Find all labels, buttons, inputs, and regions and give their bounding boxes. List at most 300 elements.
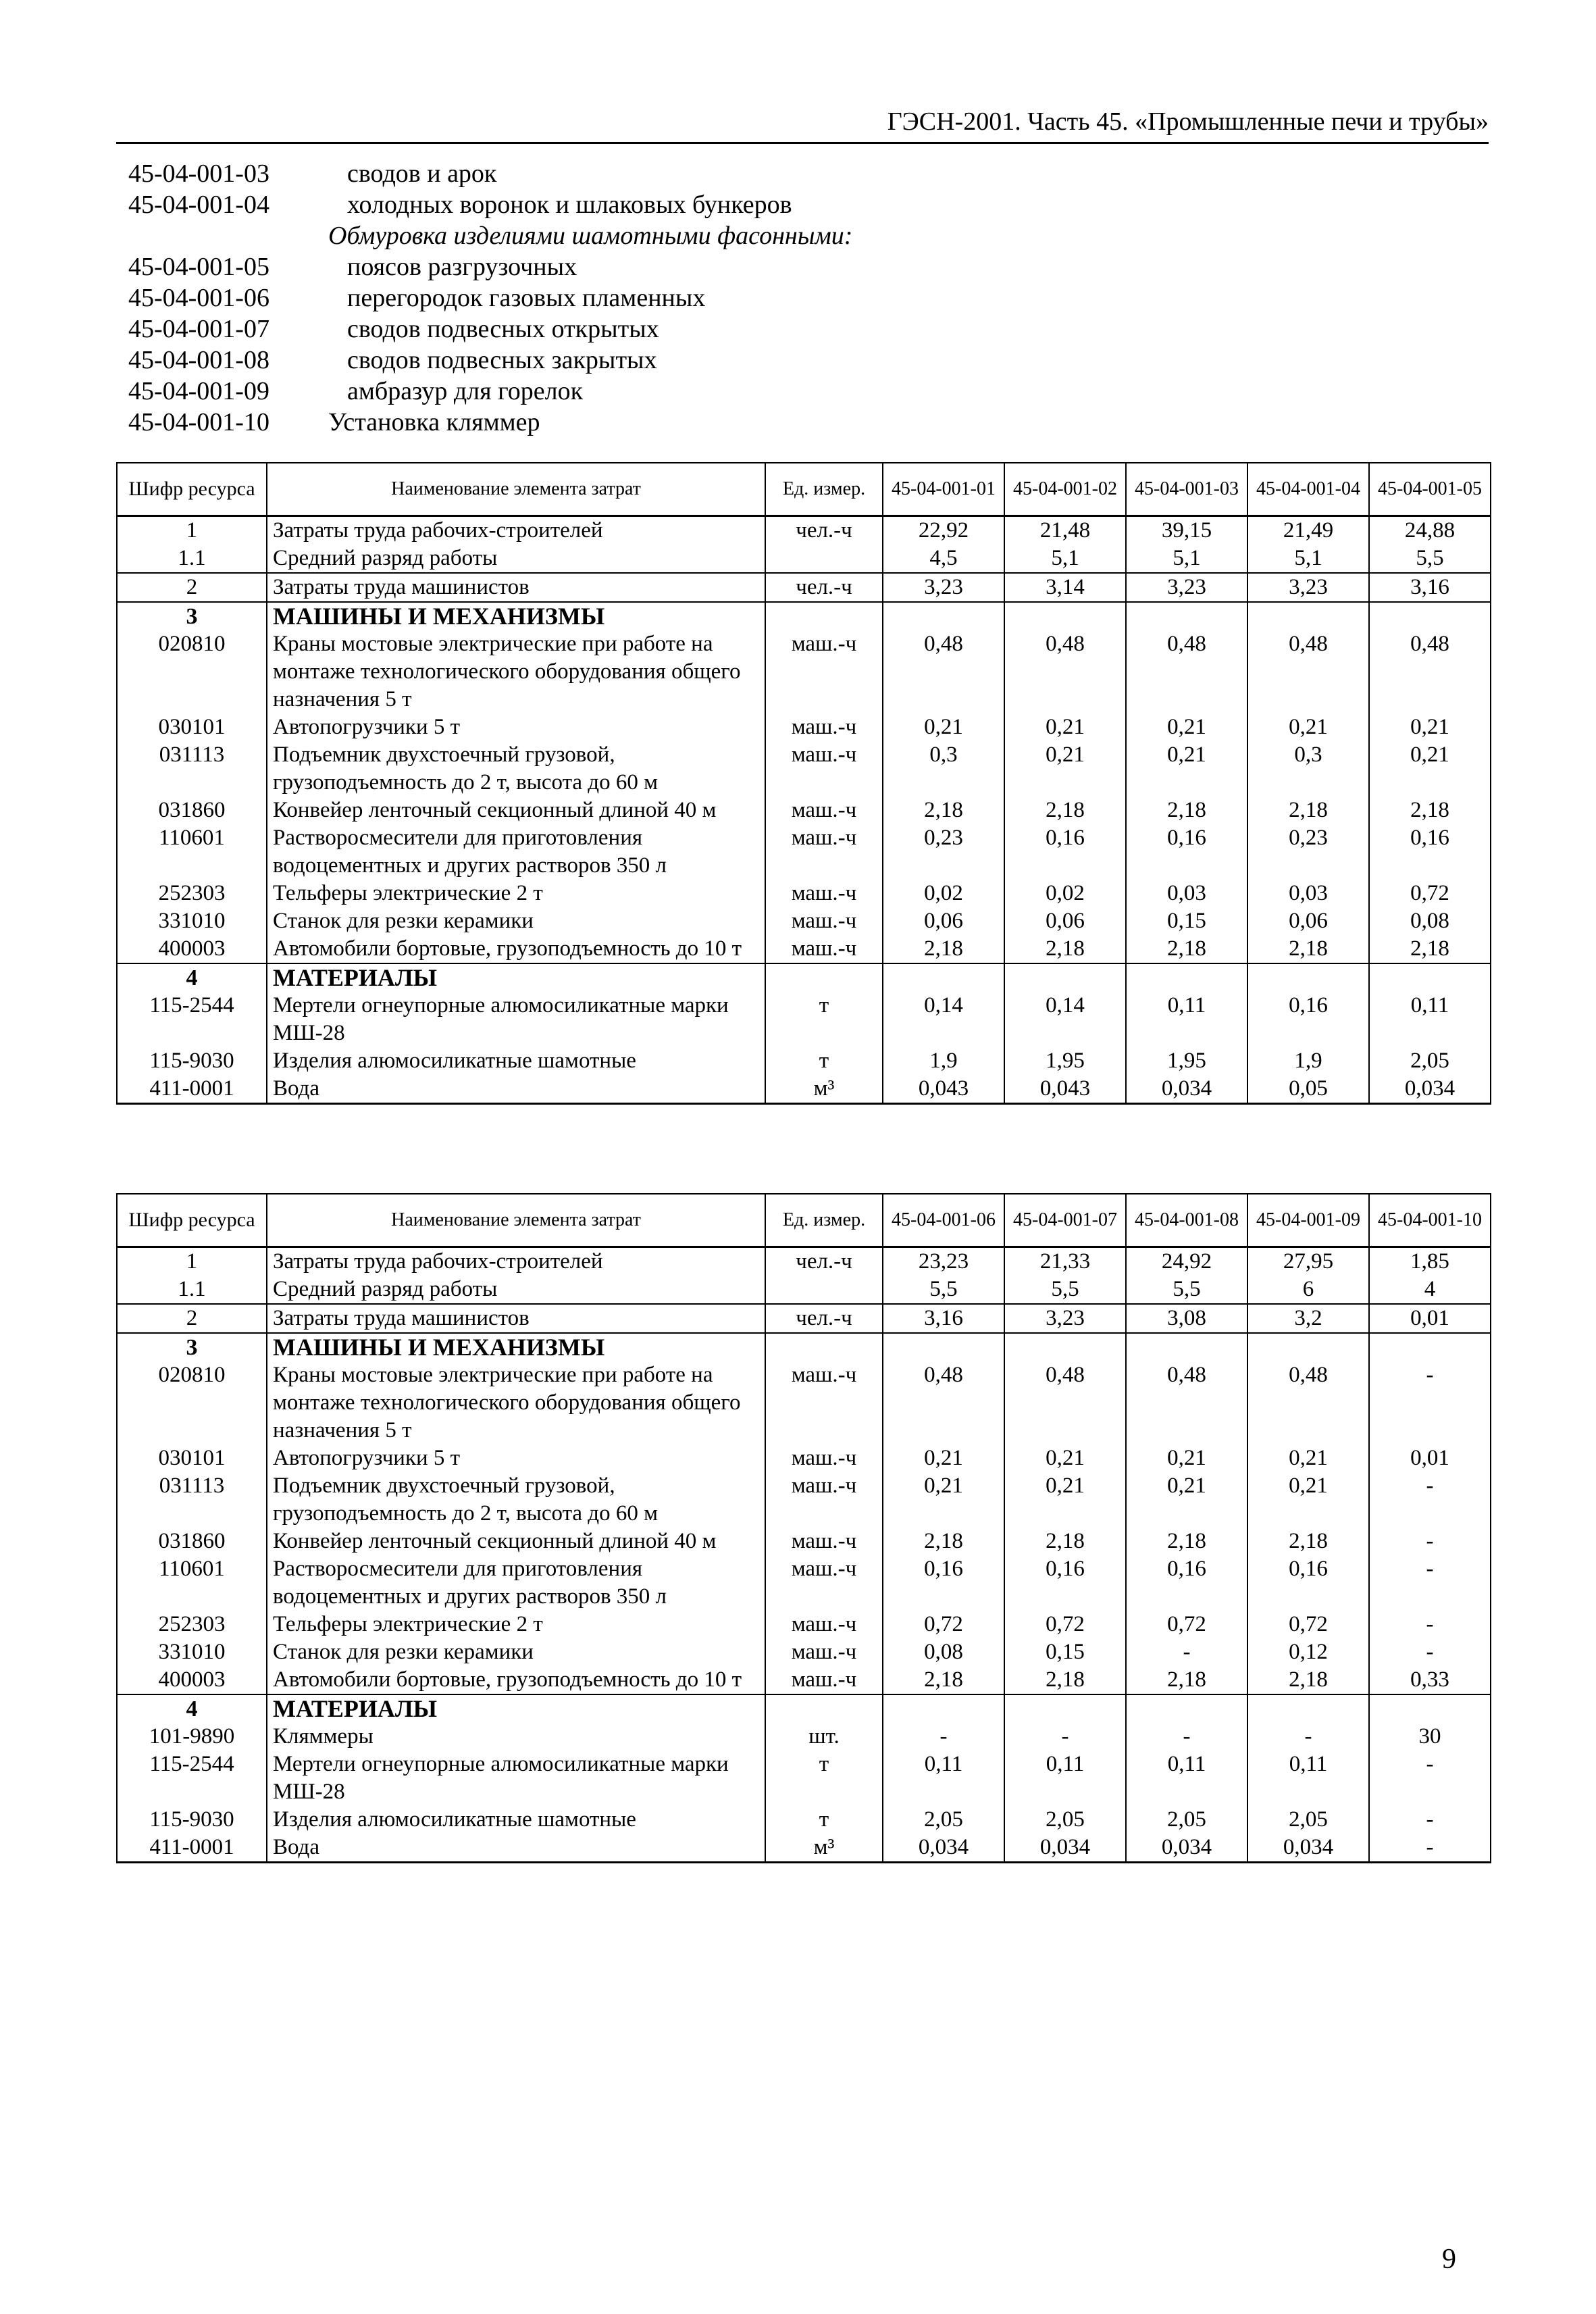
resource-name-cell: Подъемник двухстоечный грузовой, грузоподъемность до 2 т, высота до 60 м — [267, 741, 765, 797]
resource-name-cell: Конвейер ленточный секционный длиной 40 м — [267, 1528, 765, 1555]
unit-cell: маш.-ч — [765, 1528, 883, 1555]
value-cell: - — [1369, 1834, 1491, 1863]
unit-cell — [765, 545, 883, 573]
code-list-desc: перегородок газовых пламенных — [347, 284, 706, 312]
col-unit-header: Ед. измер. — [765, 463, 883, 516]
table-row — [117, 713, 1491, 741]
value-cell: 3,23 — [1247, 573, 1369, 602]
resource-code-cell: 400003 — [117, 935, 267, 963]
code-list-item — [128, 407, 1209, 438]
unit-cell: маш.-ч — [765, 1666, 883, 1694]
resource-name-cell: Кляммеры — [267, 1723, 765, 1751]
value-cell: - — [1369, 1472, 1491, 1528]
col-norm-header: 45-04-001-06 — [883, 1194, 1004, 1247]
value-cell: 0,23 — [1247, 824, 1369, 880]
resource-name-cell: Автопогрузчики 5 т — [267, 713, 765, 741]
value-cell: 0,3 — [883, 741, 1004, 797]
value-cell: 3,23 — [883, 573, 1004, 602]
value-cell: - — [883, 1723, 1004, 1751]
value-cell: 0,48 — [1369, 630, 1491, 713]
table-row — [117, 630, 1491, 713]
value-cell: 5,5 — [1126, 1276, 1247, 1304]
value-cell — [1369, 963, 1491, 992]
value-cell — [1126, 1333, 1247, 1361]
value-cell: - — [1126, 1638, 1247, 1666]
value-cell — [1126, 963, 1247, 992]
code-list-item — [128, 282, 1209, 313]
code-list — [128, 158, 1209, 438]
value-cell: 0,06 — [883, 907, 1004, 935]
unit-cell: маш.-ч — [765, 1638, 883, 1666]
value-cell: 0,034 — [1369, 1075, 1491, 1104]
value-cell: 0,11 — [1247, 1751, 1369, 1806]
value-cell: 0,72 — [1126, 1611, 1247, 1638]
value-cell: 0,3 — [1247, 741, 1369, 797]
table-row — [117, 1444, 1491, 1472]
value-cell: 0,21 — [1126, 713, 1247, 741]
value-cell: 0,14 — [883, 992, 1004, 1047]
col-name-header: Наименование элемента затрат — [267, 1194, 765, 1247]
value-cell: 2,05 — [1004, 1806, 1126, 1834]
col-norm-header: 45-04-001-02 — [1004, 463, 1126, 516]
col-norm-header: 45-04-001-08 — [1126, 1194, 1247, 1247]
value-cell: 0,23 — [883, 824, 1004, 880]
resource-name-cell: Станок для резки керамики — [267, 1638, 765, 1666]
value-cell — [1126, 602, 1247, 630]
value-cell: 0,03 — [1126, 880, 1247, 907]
col-norm-header: 45-04-001-09 — [1247, 1194, 1369, 1247]
value-cell: 0,15 — [1126, 907, 1247, 935]
value-cell: 0,21 — [1004, 1472, 1126, 1528]
value-cell: 0,48 — [1004, 630, 1126, 713]
value-cell: 0,16 — [883, 1555, 1004, 1611]
code-list-item — [128, 189, 1209, 220]
value-cell — [883, 1694, 1004, 1723]
resource-name-cell: Автопогрузчики 5 т — [267, 1444, 765, 1472]
resource-name-cell: Мертели огнеупорные алюмосиликатные марки МШ-28 — [267, 1751, 765, 1806]
resource-name-cell: Изделия алюмосиликатные шамотные — [267, 1047, 765, 1075]
resource-name-cell: Изделия алюмосиликатные шамотные — [267, 1806, 765, 1834]
unit-cell — [765, 1694, 883, 1723]
value-cell: - — [1369, 1638, 1491, 1666]
resource-name-cell: Автомобили бортовые, грузоподъемность до 10 т — [267, 935, 765, 963]
resource-code-cell: 1 — [117, 516, 267, 545]
resource-code-cell: 400003 — [117, 1666, 267, 1694]
value-cell: 0,48 — [883, 630, 1004, 713]
unit-cell: чел.-ч — [765, 516, 883, 545]
value-cell: - — [1369, 1611, 1491, 1638]
value-cell: 0,08 — [883, 1638, 1004, 1666]
col-norm-header: 45-04-001-04 — [1247, 463, 1369, 516]
resource-code-cell: 031113 — [117, 741, 267, 797]
table-row — [117, 935, 1491, 963]
code-list-item — [128, 158, 1209, 189]
table-row — [117, 1694, 1491, 1723]
table-row — [117, 1555, 1491, 1611]
code-list-desc: поясов разгрузочных — [347, 253, 577, 281]
unit-cell: маш.-ч — [765, 797, 883, 824]
resource-name-cell: Краны мостовые электрические при работе на монтаже технологического оборудования общего назначения 5 т — [267, 630, 765, 713]
resource-code-cell: 030101 — [117, 713, 267, 741]
resource-name-cell: Станок для резки керамики — [267, 907, 765, 935]
value-cell: 0,15 — [1004, 1638, 1126, 1666]
value-cell: 0,21 — [1126, 741, 1247, 797]
value-cell: 2,18 — [1126, 797, 1247, 824]
value-cell — [1004, 602, 1126, 630]
table-row — [117, 1638, 1491, 1666]
value-cell: 0,12 — [1247, 1638, 1369, 1666]
value-cell: 0,034 — [1004, 1834, 1126, 1863]
col-norm-header: 45-04-001-05 — [1369, 463, 1491, 516]
value-cell: 0,043 — [883, 1075, 1004, 1104]
value-cell: 1,9 — [1247, 1047, 1369, 1075]
unit-cell: маш.-ч — [765, 907, 883, 935]
value-cell: 0,14 — [1004, 992, 1126, 1047]
unit-cell: т — [765, 1047, 883, 1075]
value-cell: 0,16 — [1126, 824, 1247, 880]
resource-code-cell: 2 — [117, 573, 267, 602]
code-list-code: 45-04-001-10 — [128, 408, 269, 436]
resource-name-cell: Подъемник двухстоечный грузовой, грузоподъемность до 2 т, высота до 60 м — [267, 1472, 765, 1528]
value-cell — [1247, 1333, 1369, 1361]
code-list-item — [128, 251, 1209, 282]
value-cell: 0,33 — [1369, 1666, 1491, 1694]
resource-code-cell: 031860 — [117, 1528, 267, 1555]
resource-name-cell: МАШИНЫ И МЕХАНИЗМЫ — [267, 1333, 765, 1361]
value-cell: 1,9 — [883, 1047, 1004, 1075]
resource-name-cell: Затраты труда рабочих-строителей — [267, 516, 765, 545]
value-cell: 0,48 — [1247, 1361, 1369, 1444]
value-cell: 21,33 — [1004, 1247, 1126, 1276]
table-row — [117, 1361, 1491, 1444]
value-cell: 0,16 — [1126, 1555, 1247, 1611]
value-cell: 2,18 — [1247, 1666, 1369, 1694]
value-cell: 0,72 — [883, 1611, 1004, 1638]
resource-code-cell: 115-2544 — [117, 992, 267, 1047]
table-row — [117, 880, 1491, 907]
table-row — [117, 545, 1491, 573]
code-list-desc: сводов подвесных закрытых — [347, 346, 657, 374]
table-row — [117, 516, 1491, 545]
value-cell: 0,72 — [1004, 1611, 1126, 1638]
code-list-desc: сводов подвесных открытых — [347, 315, 659, 343]
resource-code-cell: 4 — [117, 963, 267, 992]
value-cell: - — [1369, 1528, 1491, 1555]
table-row — [117, 963, 1491, 992]
value-cell: 0,043 — [1004, 1075, 1126, 1104]
value-cell: 5,5 — [883, 1276, 1004, 1304]
code-list-item — [128, 220, 1209, 251]
unit-cell: чел.-ч — [765, 1247, 883, 1276]
unit-cell: маш.-ч — [765, 630, 883, 713]
resource-name-cell: Вода — [267, 1834, 765, 1863]
table-row — [117, 1666, 1491, 1694]
code-list-item — [128, 376, 1209, 407]
resource-code-cell: 1.1 — [117, 1276, 267, 1304]
value-cell: 24,88 — [1369, 516, 1491, 545]
value-cell: 3,14 — [1004, 573, 1126, 602]
unit-cell: т — [765, 992, 883, 1047]
resource-code-cell: 331010 — [117, 907, 267, 935]
value-cell: 24,92 — [1126, 1247, 1247, 1276]
value-cell: - — [1369, 1806, 1491, 1834]
resource-name-cell: Растворосмесители для приготовления водоцементных и других растворов 350 л — [267, 1555, 765, 1611]
value-cell: 0,01 — [1369, 1304, 1491, 1333]
value-cell: 2,18 — [1004, 1528, 1126, 1555]
table-row — [117, 1723, 1491, 1751]
resource-code-cell: 411-0001 — [117, 1075, 267, 1104]
value-cell: 3,2 — [1247, 1304, 1369, 1333]
unit-cell: маш.-ч — [765, 824, 883, 880]
unit-cell: маш.-ч — [765, 741, 883, 797]
value-cell: 0,11 — [883, 1751, 1004, 1806]
resource-name-cell: Средний разряд работы — [267, 1276, 765, 1304]
resource-code-cell: 252303 — [117, 1611, 267, 1638]
value-cell: 0,034 — [1126, 1075, 1247, 1104]
value-cell: 2,18 — [1126, 935, 1247, 963]
resource-name-cell: Затраты труда машинистов — [267, 573, 765, 602]
unit-cell: маш.-ч — [765, 1444, 883, 1472]
code-list-code: 45-04-001-09 — [128, 377, 269, 405]
value-cell: 5,1 — [1247, 545, 1369, 573]
table-row — [117, 1075, 1491, 1104]
code-list-code: 45-04-001-06 — [128, 284, 269, 312]
table-row — [117, 1806, 1491, 1834]
unit-cell: маш.-ч — [765, 1611, 883, 1638]
page-number: 9 — [1442, 2244, 1456, 2275]
resource-code-cell: 115-2544 — [117, 1751, 267, 1806]
resource-code-cell: 020810 — [117, 630, 267, 713]
resource-name-cell: МАТЕРИАЛЫ — [267, 1694, 765, 1723]
unit-cell: м³ — [765, 1075, 883, 1104]
value-cell: 2,18 — [1369, 935, 1491, 963]
col-unit-header: Ед. измер. — [765, 1194, 883, 1247]
value-cell: 5,5 — [1004, 1276, 1126, 1304]
value-cell: 2,18 — [883, 1666, 1004, 1694]
table-row — [117, 1611, 1491, 1638]
col-name-header: Наименование элемента затрат — [267, 463, 765, 516]
value-cell: - — [1369, 1555, 1491, 1611]
value-cell: 0,11 — [1004, 1751, 1126, 1806]
resource-name-cell: Тельферы электрические 2 т — [267, 1611, 765, 1638]
value-cell: 2,18 — [1369, 797, 1491, 824]
value-cell: 2,18 — [1126, 1666, 1247, 1694]
resource-name-cell: Краны мостовые электрические при работе на монтаже технологического оборудования общего назначения 5 т — [267, 1361, 765, 1444]
value-cell: - — [1004, 1723, 1126, 1751]
resource-table-2 — [116, 1193, 1491, 1863]
value-cell: 23,23 — [883, 1247, 1004, 1276]
header-title: ГЭСН-2001. Часть 45. «Промышленные печи и трубы» — [887, 107, 1489, 136]
resource-code-cell: 110601 — [117, 1555, 267, 1611]
unit-cell — [765, 1333, 883, 1361]
value-cell — [883, 602, 1004, 630]
resource-code-cell: 1 — [117, 1247, 267, 1276]
page-header — [116, 108, 1489, 144]
value-cell: 1,95 — [1004, 1047, 1126, 1075]
resource-name-cell: Средний разряд работы — [267, 545, 765, 573]
value-cell: 2,18 — [883, 935, 1004, 963]
value-cell: 1,85 — [1369, 1247, 1491, 1276]
value-cell — [1247, 963, 1369, 992]
value-cell — [1004, 963, 1126, 992]
table-row — [117, 797, 1491, 824]
value-cell: 0,16 — [1369, 824, 1491, 880]
resource-code-cell: 3 — [117, 602, 267, 630]
code-list-code: 45-04-001-05 — [128, 253, 269, 281]
unit-cell: маш.-ч — [765, 1472, 883, 1528]
value-cell: 3,08 — [1126, 1304, 1247, 1333]
value-cell: 0,21 — [1126, 1444, 1247, 1472]
value-cell — [1004, 1694, 1126, 1723]
value-cell: 0,16 — [1004, 824, 1126, 880]
table-row — [117, 1047, 1491, 1075]
code-list-desc: Установка кляммер — [328, 408, 540, 436]
resource-name-cell: Конвейер ленточный секционный длиной 40 м — [267, 797, 765, 824]
value-cell — [1369, 1694, 1491, 1723]
value-cell — [1247, 602, 1369, 630]
col-norm-header: 45-04-001-01 — [883, 463, 1004, 516]
table-row — [117, 1472, 1491, 1528]
value-cell: 2,18 — [1004, 797, 1126, 824]
resource-code-cell: 101-9890 — [117, 1723, 267, 1751]
value-cell: - — [1247, 1723, 1369, 1751]
code-list-desc: сводов и арок — [347, 159, 497, 188]
value-cell: 2,05 — [1369, 1047, 1491, 1075]
value-cell: 0,11 — [1369, 992, 1491, 1047]
value-cell: 0,48 — [883, 1361, 1004, 1444]
value-cell — [1369, 602, 1491, 630]
value-cell: 0,21 — [883, 1472, 1004, 1528]
value-cell — [1369, 1333, 1491, 1361]
resource-name-cell: Затраты труда рабочих-строителей — [267, 1247, 765, 1276]
table-row — [117, 741, 1491, 797]
value-cell: 6 — [1247, 1276, 1369, 1304]
unit-cell: шт. — [765, 1723, 883, 1751]
code-list-item — [128, 345, 1209, 376]
value-cell: 0,21 — [1247, 713, 1369, 741]
value-cell: 2,18 — [883, 797, 1004, 824]
value-cell: 30 — [1369, 1723, 1491, 1751]
value-cell: 2,18 — [1247, 935, 1369, 963]
value-cell: 0,21 — [1004, 741, 1126, 797]
resource-code-cell: 4 — [117, 1694, 267, 1723]
value-cell: 3,23 — [1004, 1304, 1126, 1333]
resource-code-cell: 031860 — [117, 797, 267, 824]
table-row — [117, 1751, 1491, 1806]
value-cell: 27,95 — [1247, 1247, 1369, 1276]
value-cell: 0,01 — [1369, 1444, 1491, 1472]
unit-cell — [765, 602, 883, 630]
unit-cell: маш.-ч — [765, 935, 883, 963]
value-cell — [1126, 1694, 1247, 1723]
value-cell: 3,16 — [883, 1304, 1004, 1333]
code-list-code: 45-04-001-07 — [128, 315, 269, 343]
col-code-header: Шифр ресурса — [117, 1194, 267, 1247]
value-cell: 2,18 — [1126, 1528, 1247, 1555]
value-cell: 0,16 — [1247, 1555, 1369, 1611]
code-list-code: 45-04-001-08 — [128, 346, 269, 374]
value-cell: 0,21 — [1004, 1444, 1126, 1472]
code-list-item — [128, 313, 1209, 345]
value-cell: 0,034 — [1247, 1834, 1369, 1863]
value-cell: 0,72 — [1247, 1611, 1369, 1638]
value-cell: 2,18 — [1004, 1666, 1126, 1694]
value-cell: 0,11 — [1126, 992, 1247, 1047]
value-cell: 0,21 — [1004, 713, 1126, 741]
value-cell: 0,48 — [1247, 630, 1369, 713]
value-cell: 0,06 — [1004, 907, 1126, 935]
col-code-header: Шифр ресурса — [117, 463, 267, 516]
value-cell: 3,16 — [1369, 573, 1491, 602]
value-cell: - — [1369, 1361, 1491, 1444]
value-cell: 0,21 — [883, 713, 1004, 741]
col-norm-header: 45-04-001-07 — [1004, 1194, 1126, 1247]
unit-cell: т — [765, 1751, 883, 1806]
table-row — [117, 824, 1491, 880]
resource-code-cell: 3 — [117, 1333, 267, 1361]
value-cell: 21,48 — [1004, 516, 1126, 545]
value-cell: 0,72 — [1369, 880, 1491, 907]
table-row — [117, 907, 1491, 935]
code-list-code: 45-04-001-04 — [128, 191, 269, 219]
value-cell: 0,03 — [1247, 880, 1369, 907]
table-row — [117, 1528, 1491, 1555]
value-cell: 0,21 — [1247, 1472, 1369, 1528]
value-cell: 5,1 — [1126, 545, 1247, 573]
resource-name-cell: Тельферы электрические 2 т — [267, 880, 765, 907]
value-cell: 0,21 — [883, 1444, 1004, 1472]
resource-code-cell: 110601 — [117, 824, 267, 880]
unit-cell: чел.-ч — [765, 573, 883, 602]
unit-cell: маш.-ч — [765, 1361, 883, 1444]
value-cell: 0,21 — [1369, 713, 1491, 741]
value-cell — [1247, 1694, 1369, 1723]
value-cell: 2,18 — [1247, 797, 1369, 824]
value-cell: 4,5 — [883, 545, 1004, 573]
value-cell: 0,02 — [1004, 880, 1126, 907]
value-cell: 1,95 — [1126, 1047, 1247, 1075]
resource-name-cell: Растворосмесители для приготовления водоцементных и других растворов 350 л — [267, 824, 765, 880]
unit-cell: маш.-ч — [765, 713, 883, 741]
unit-cell — [765, 1276, 883, 1304]
value-cell: 2,05 — [1247, 1806, 1369, 1834]
col-norm-header: 45-04-001-03 — [1126, 463, 1247, 516]
value-cell: 2,18 — [883, 1528, 1004, 1555]
value-cell: 0,02 — [883, 880, 1004, 907]
value-cell: 5,5 — [1369, 545, 1491, 573]
resource-code-cell: 411-0001 — [117, 1834, 267, 1863]
unit-cell: чел.-ч — [765, 1304, 883, 1333]
resource-name-cell: Мертели огнеупорные алюмосиликатные марки МШ-28 — [267, 992, 765, 1047]
table-row — [117, 573, 1491, 602]
table-row — [117, 1304, 1491, 1333]
unit-cell — [765, 963, 883, 992]
table-row — [117, 1333, 1491, 1361]
table-row — [117, 602, 1491, 630]
value-cell: 0,11 — [1126, 1751, 1247, 1806]
value-cell: 0,034 — [1126, 1834, 1247, 1863]
value-cell: - — [1369, 1751, 1491, 1806]
resource-code-cell: 252303 — [117, 880, 267, 907]
code-list-code: 45-04-001-03 — [128, 159, 269, 188]
value-cell: 5,1 — [1004, 545, 1126, 573]
value-cell: 0,48 — [1126, 630, 1247, 713]
col-norm-header: 45-04-001-10 — [1369, 1194, 1491, 1247]
value-cell: 2,05 — [1126, 1806, 1247, 1834]
resource-code-cell: 331010 — [117, 1638, 267, 1666]
value-cell: 0,48 — [1126, 1361, 1247, 1444]
value-cell: 39,15 — [1126, 516, 1247, 545]
